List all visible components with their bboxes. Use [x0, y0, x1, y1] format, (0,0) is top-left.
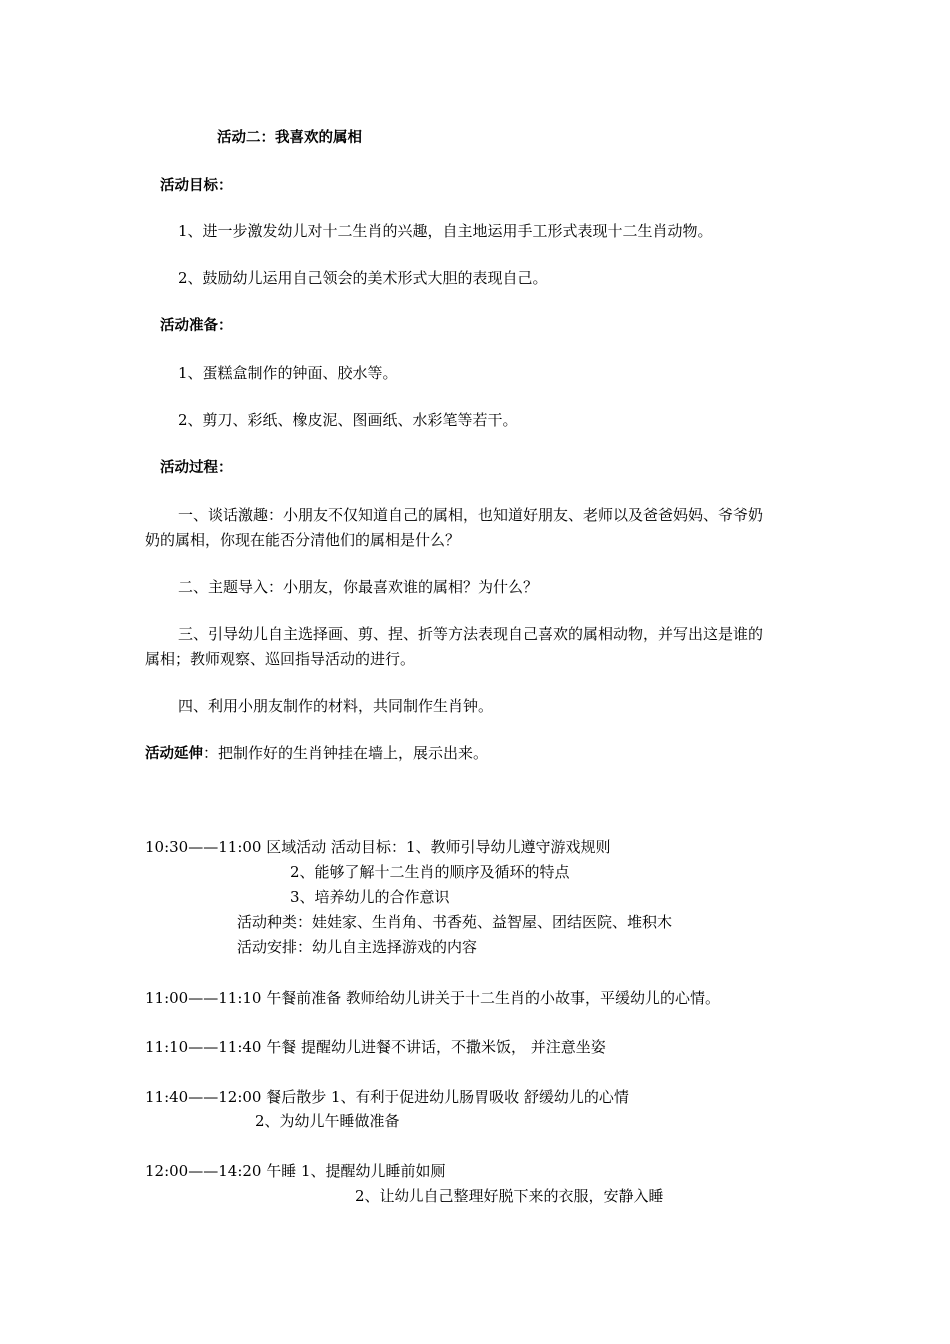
schedule-row-1-types: 活动种类：娃娃家、生肖角、书香苑、益智屋、团结医院、堆积木	[237, 913, 673, 931]
schedule-time: 10:30——11:00	[145, 838, 262, 856]
extension-line	[145, 743, 488, 764]
teacher-word: 教师	[346, 991, 376, 1007]
schedule-row-2	[145, 988, 720, 1009]
schedule-row-4-item-2: 2、为幼儿午睡做准备	[255, 1112, 400, 1130]
schedule-text: 自己整理好脱下来的衣服，安静入睡	[423, 1187, 664, 1205]
activity-title: 活动二：我喜欢的属相	[217, 130, 362, 146]
schedule-text: 午睡 1、提醒幼儿睡前如厕	[261, 1162, 446, 1180]
prep-item: 2、剪刀、彩纸、橡皮泥、图画纸、水彩笔等若干。	[178, 411, 518, 429]
schedule-text: 区域活动 活动目标：1、教师引导幼儿遵守游戏规则	[261, 838, 611, 856]
child-word: 幼儿	[394, 1189, 424, 1205]
process-paragraph-4: 四、利用小朋友制作的材料，共同制作生肖钟。	[178, 697, 494, 715]
schedule-text: 午餐 提醒幼儿进餐不讲话，不撒米饭， 并注意坐姿	[261, 1038, 606, 1056]
schedule-text: 促进幼儿肠胃吸收 舒缓幼儿的心情	[399, 1088, 629, 1106]
schedule-time: 12:00——14:20	[145, 1162, 262, 1180]
process-paragraph-3-line-1: 三、引导幼儿自主选择画、剪、捏、折等方法表现自己喜欢的属相动物，并写出这是谁的	[178, 625, 764, 643]
schedule-row-5-item-2	[355, 1186, 664, 1207]
extension-label: 活动延伸	[145, 746, 203, 762]
process-paragraph-2: 二、主题导入：小朋友，你最喜欢谁的属相？为什么？	[178, 578, 539, 596]
schedule-label: 餐后散步 1、	[261, 1088, 356, 1106]
schedule-row-1-arrangement: 活动安排：幼儿自主选择游戏的内容	[237, 938, 478, 956]
goals-heading: 活动目标：	[160, 178, 233, 194]
schedule-time: 11:10——11:40	[145, 1038, 262, 1056]
schedule-row-5	[145, 1161, 446, 1181]
schedule-label: 午餐前准备	[261, 989, 347, 1007]
prep-item: 1、蛋糕盒制作的钟面、胶水等。	[178, 364, 398, 382]
schedule-row-1-goal-3: 3、培养幼儿的合作意识	[290, 888, 450, 906]
goal-item: 1、进一步激发幼儿对十二生肖的兴趣，自主地运用手工形式表现十二生肖动物。	[178, 222, 713, 240]
schedule-row-1-goal-2: 2、能够了解十二生肖的顺序及循环的特点	[290, 863, 570, 881]
extension-text: ：把制作好的生肖钟挂在墙上，展示出来。	[203, 744, 489, 762]
schedule-row-3	[145, 1037, 606, 1057]
schedule-time: 11:40——12:00	[145, 1088, 262, 1106]
goal-item: 2、鼓励幼儿运用自己领会的美术形式大胆的表现自己。	[178, 269, 548, 287]
schedule-row-4	[145, 1087, 629, 1108]
process-heading: 活动过程：	[160, 460, 233, 476]
process-paragraph-1-line-2: 奶的属相，你现在能否分清他们的属相是什么？	[145, 531, 461, 549]
schedule-text: 给幼儿讲关于十二生肖的小故事，平缓幼儿的心情。	[375, 989, 721, 1007]
schedule-row-1	[145, 837, 611, 857]
prep-heading: 活动准备：	[160, 318, 233, 334]
process-paragraph-3-line-2: 属相；教师观察、巡回指导活动的进行。	[145, 650, 416, 668]
schedule-text: 2、让	[355, 1187, 395, 1205]
schedule-time: 11:00——11:10	[145, 989, 262, 1007]
process-paragraph-1-line-1: 一、谈话激趣：小朋友不仅知道自己的属相，也知道好朋友、老师以及爸爸妈妈、爷爷奶	[178, 506, 764, 524]
benefit-word: 有利于	[355, 1090, 400, 1106]
